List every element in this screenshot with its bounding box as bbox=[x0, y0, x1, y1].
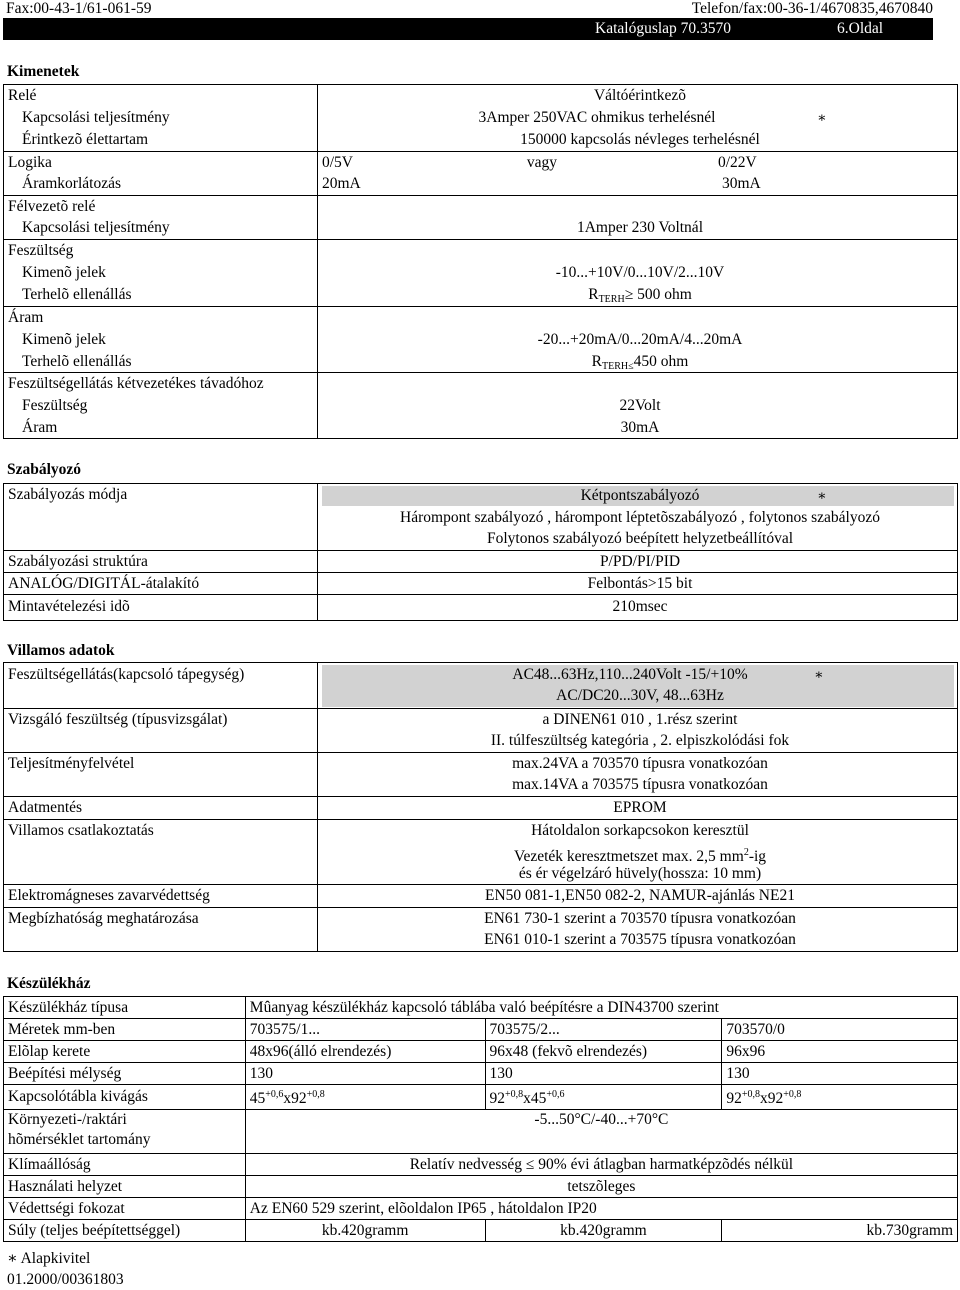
test-voltage-label: Vizsgáló feszültség (típusvizsgálat) bbox=[8, 711, 228, 728]
v-out-value: -10...+10V/0...10V/2...10V bbox=[555, 264, 725, 281]
switch-power-label: Kapcsolási teljesítmény bbox=[22, 109, 170, 126]
bezel-value-1: 48x96(álló elrendezés) bbox=[245, 1041, 485, 1063]
table-row bbox=[4, 1041, 958, 1063]
electrical-table bbox=[3, 662, 958, 952]
current-limit-label: Áramkorlátozás bbox=[22, 175, 121, 192]
backup-label: Adatmentés bbox=[8, 799, 83, 816]
bezel-label: Elõlap kerete bbox=[4, 1041, 246, 1063]
supply-current-value: 30mA bbox=[620, 419, 660, 436]
basic-star: ∗ bbox=[817, 111, 827, 126]
table-row bbox=[4, 997, 958, 1019]
cutout-label: Kapcsolótábla kivágás bbox=[4, 1085, 246, 1110]
climate-label: Klímaállóság bbox=[4, 1154, 246, 1176]
i-out-value: -20...+20mA/0...20mA/4...20mA bbox=[537, 331, 743, 348]
connection-value-2: Vezeték keresztmetszet max. 2,5 $mm^2-ig$ bbox=[513, 847, 767, 865]
test-voltage-value-2: II. túlfeszültség kategória , 2. elpiszkolódási fok bbox=[490, 732, 790, 749]
footnote-basic: ∗ Alapkivitel bbox=[7, 1250, 91, 1267]
outputs-table bbox=[3, 84, 958, 439]
depth-value-1: 130 bbox=[245, 1063, 485, 1085]
el-supply-value-1: AC48...63Hz,110...240Volt -15/+10% bbox=[512, 666, 748, 683]
supply-voltage-label: Feszültség bbox=[22, 397, 88, 414]
logic-value-b: 0/22V bbox=[718, 154, 757, 171]
contact-life-value: 150000 kapcsolás névleges terhelésnél bbox=[520, 131, 760, 148]
switch-power-value: 3Amper 250VAC ohmikus terhelésnél bbox=[478, 109, 716, 126]
fax-right: Telefon/fax:00-36-1/4670835,4670840 bbox=[691, 0, 933, 17]
emc-value: EN50 081-1,EN50 082-2, NAMUR-ajánlás NE21 bbox=[485, 887, 795, 904]
i-load-value: $R_{TERH\le}450$ ohm bbox=[591, 353, 689, 372]
power-value-2: max.14VA a 703575 típusra vonatkozóan bbox=[512, 776, 768, 793]
weight-value-1: kb.420gramm bbox=[245, 1220, 485, 1242]
table-row bbox=[4, 1176, 958, 1198]
catalog-number: Katalóguslap 70.3570 bbox=[595, 20, 732, 37]
semi-power-label: Kapcsolási teljesítmény bbox=[22, 219, 170, 236]
emc-label: Elektromágneses zavarvédettség bbox=[8, 887, 210, 904]
depth-label: Beépítési mélység bbox=[4, 1063, 246, 1085]
contact-life-label: Érintkezõ élettartam bbox=[22, 131, 149, 148]
table-row bbox=[4, 1154, 958, 1176]
v-load-value: $R_{TERH}\ge 500$ ohm bbox=[588, 286, 692, 305]
section-title-electrical: Villamos adatok bbox=[7, 642, 115, 659]
protection-label: Védettségi fokozat bbox=[4, 1198, 246, 1220]
dims-value-1: 703575/1... bbox=[245, 1019, 485, 1041]
protection-value: Az EN60 529 szerint, elõoldalon IP65 , hátoldalon IP20 bbox=[245, 1198, 957, 1220]
housing-type-value: Mûanyag készülékház kapcsoló táblába való beépítésre a DIN43700 szerint bbox=[245, 997, 957, 1019]
fax-left: Fax:00-43-1/61-061-59 bbox=[6, 0, 152, 17]
el-supply-label: Feszültségellátás(kapcsoló tápegység) bbox=[8, 666, 245, 683]
el-supply-value-2: AC/DC20...30V, 48...63Hz bbox=[556, 687, 724, 704]
depth-value-2: 130 bbox=[485, 1063, 722, 1085]
reliability-value-1: EN61 730-1 szerint a 703570 típusra vonatkozóan bbox=[484, 910, 796, 927]
test-voltage-value-1: a DINEN61 010 , 1.rész szerint bbox=[542, 711, 738, 728]
supply-current-label: Áram bbox=[22, 419, 58, 436]
voltage-label: Feszültség bbox=[8, 242, 74, 259]
bezel-value-3: 96x96 bbox=[722, 1041, 958, 1063]
section-title-housing: Készülékház bbox=[7, 975, 91, 992]
current-limit-a: 20mA bbox=[322, 175, 361, 192]
controller-table bbox=[3, 483, 958, 621]
mode-value-2: Hárompont szabályozó , hárompont léptetõszabályozó , folytonos szabályozó bbox=[400, 509, 880, 526]
position-label: Használati helyzet bbox=[4, 1176, 246, 1198]
rele-label: Relé bbox=[8, 87, 37, 104]
reliability-label: Megbízhatóság meghatározása bbox=[8, 910, 199, 927]
sampling-label: Mintavételezési idõ bbox=[8, 598, 130, 615]
table-row bbox=[4, 1110, 958, 1154]
current-label: Áram bbox=[8, 309, 44, 326]
cutout-value-2: $92^{+0,8}x45^{+0,6}$ bbox=[485, 1085, 722, 1110]
rele-value: Váltóérintkezõ bbox=[593, 87, 687, 104]
structure-value: P/PD/PI/PID bbox=[599, 553, 681, 570]
position-value: tetszõleges bbox=[245, 1176, 957, 1198]
structure-label: Szabályozási struktúra bbox=[8, 553, 148, 570]
depth-value-3: 130 bbox=[722, 1063, 958, 1085]
table-row bbox=[4, 1220, 958, 1242]
fax-header bbox=[6, 0, 933, 17]
cutout-value-3: $92^{+0,8}x92^{+0,8}$ bbox=[722, 1085, 958, 1110]
supply-label: Feszültségellátás kétvezetékes távadóhoz bbox=[8, 375, 264, 392]
basic-star: ∗ bbox=[814, 668, 824, 683]
cutout-value-1: $45^{+0,6}x92^{+0,8}$ bbox=[245, 1085, 485, 1110]
page-number: 6.Oldal bbox=[837, 20, 884, 37]
temp-value: -5...50°C/-40...+70°C bbox=[245, 1110, 957, 1154]
logic-or: vagy bbox=[526, 154, 558, 171]
v-out-label: Kimenõ jelek bbox=[22, 264, 106, 281]
temp-label: Környezeti-/raktári hõmérséklet tartomány bbox=[4, 1110, 246, 1154]
v-load-label: Terhelõ ellenállás bbox=[22, 286, 132, 303]
basic-star: ∗ bbox=[817, 489, 827, 504]
connection-value-3: és ér végelzáró hüvely(hossza: 10 mm) bbox=[518, 865, 762, 882]
dims-value-2: 703575/2... bbox=[485, 1019, 722, 1041]
mode-value-1: Kétpontszabályozó bbox=[580, 487, 700, 504]
table-row bbox=[4, 1063, 958, 1085]
table-row bbox=[4, 1019, 958, 1041]
section-title-controller: Szabályozó bbox=[7, 461, 82, 478]
logic-label: Logika bbox=[8, 154, 52, 171]
weight-label: Súly (teljes beépítettséggel) bbox=[4, 1220, 246, 1242]
semi-relay-label: Félvezetõ relé bbox=[8, 198, 96, 215]
table-row bbox=[4, 1085, 958, 1110]
mode-value-3: Folytonos szabályozó beépített helyzetbeállítóval bbox=[486, 530, 794, 547]
housing-table bbox=[3, 996, 958, 1242]
supply-voltage-value: 22Volt bbox=[619, 397, 661, 414]
dims-label: Méretek mm-ben bbox=[4, 1019, 246, 1041]
power-label: Teljesítményfelvétel bbox=[8, 755, 135, 772]
connection-label: Villamos csatlakoztatás bbox=[8, 822, 154, 839]
i-out-label: Kimenõ jelek bbox=[22, 331, 106, 348]
weight-value-2: kb.420gramm bbox=[485, 1220, 722, 1242]
i-load-label: Terhelõ ellenállás bbox=[22, 353, 132, 370]
dims-value-3: 703570/0 bbox=[722, 1019, 958, 1041]
mode-label: Szabályozás módja bbox=[8, 486, 128, 503]
adc-value: Felbontás>15 bit bbox=[587, 575, 693, 592]
climate-value: Relatív nedvesség ≤ 90% évi átlagban harmatképzõdés nélkül bbox=[245, 1154, 957, 1176]
catalog-bar bbox=[3, 18, 933, 40]
section-title-outputs: Kimenetek bbox=[7, 63, 80, 80]
backup-value: EPROM bbox=[613, 799, 667, 816]
weight-value-3: kb.730gramm bbox=[722, 1220, 958, 1242]
table-row bbox=[4, 1198, 958, 1220]
reliability-value-2: EN61 010-1 szerint a 703575 típusra vonatkozóan bbox=[484, 931, 796, 948]
connection-value-1: Hátoldalon sorkapcsokon keresztül bbox=[531, 822, 749, 839]
adc-label: ANALÓG/DIGITÁL-átalakító bbox=[8, 575, 200, 592]
bezel-value-2: 96x48 (fekvõ elrendezés) bbox=[485, 1041, 722, 1063]
logic-value-a: 0/5V bbox=[322, 154, 353, 171]
housing-type-label: Készülékház típusa bbox=[4, 997, 246, 1019]
semi-power-value: 1Amper 230 Voltnál bbox=[576, 219, 704, 236]
current-limit-b: 30mA bbox=[722, 175, 761, 192]
power-value-1: max.24VA a 703570 típusra vonatkozóan bbox=[512, 755, 768, 772]
sampling-value: 210msec bbox=[612, 598, 668, 615]
footnote-date: 01.2000/00361803 bbox=[7, 1271, 124, 1288]
